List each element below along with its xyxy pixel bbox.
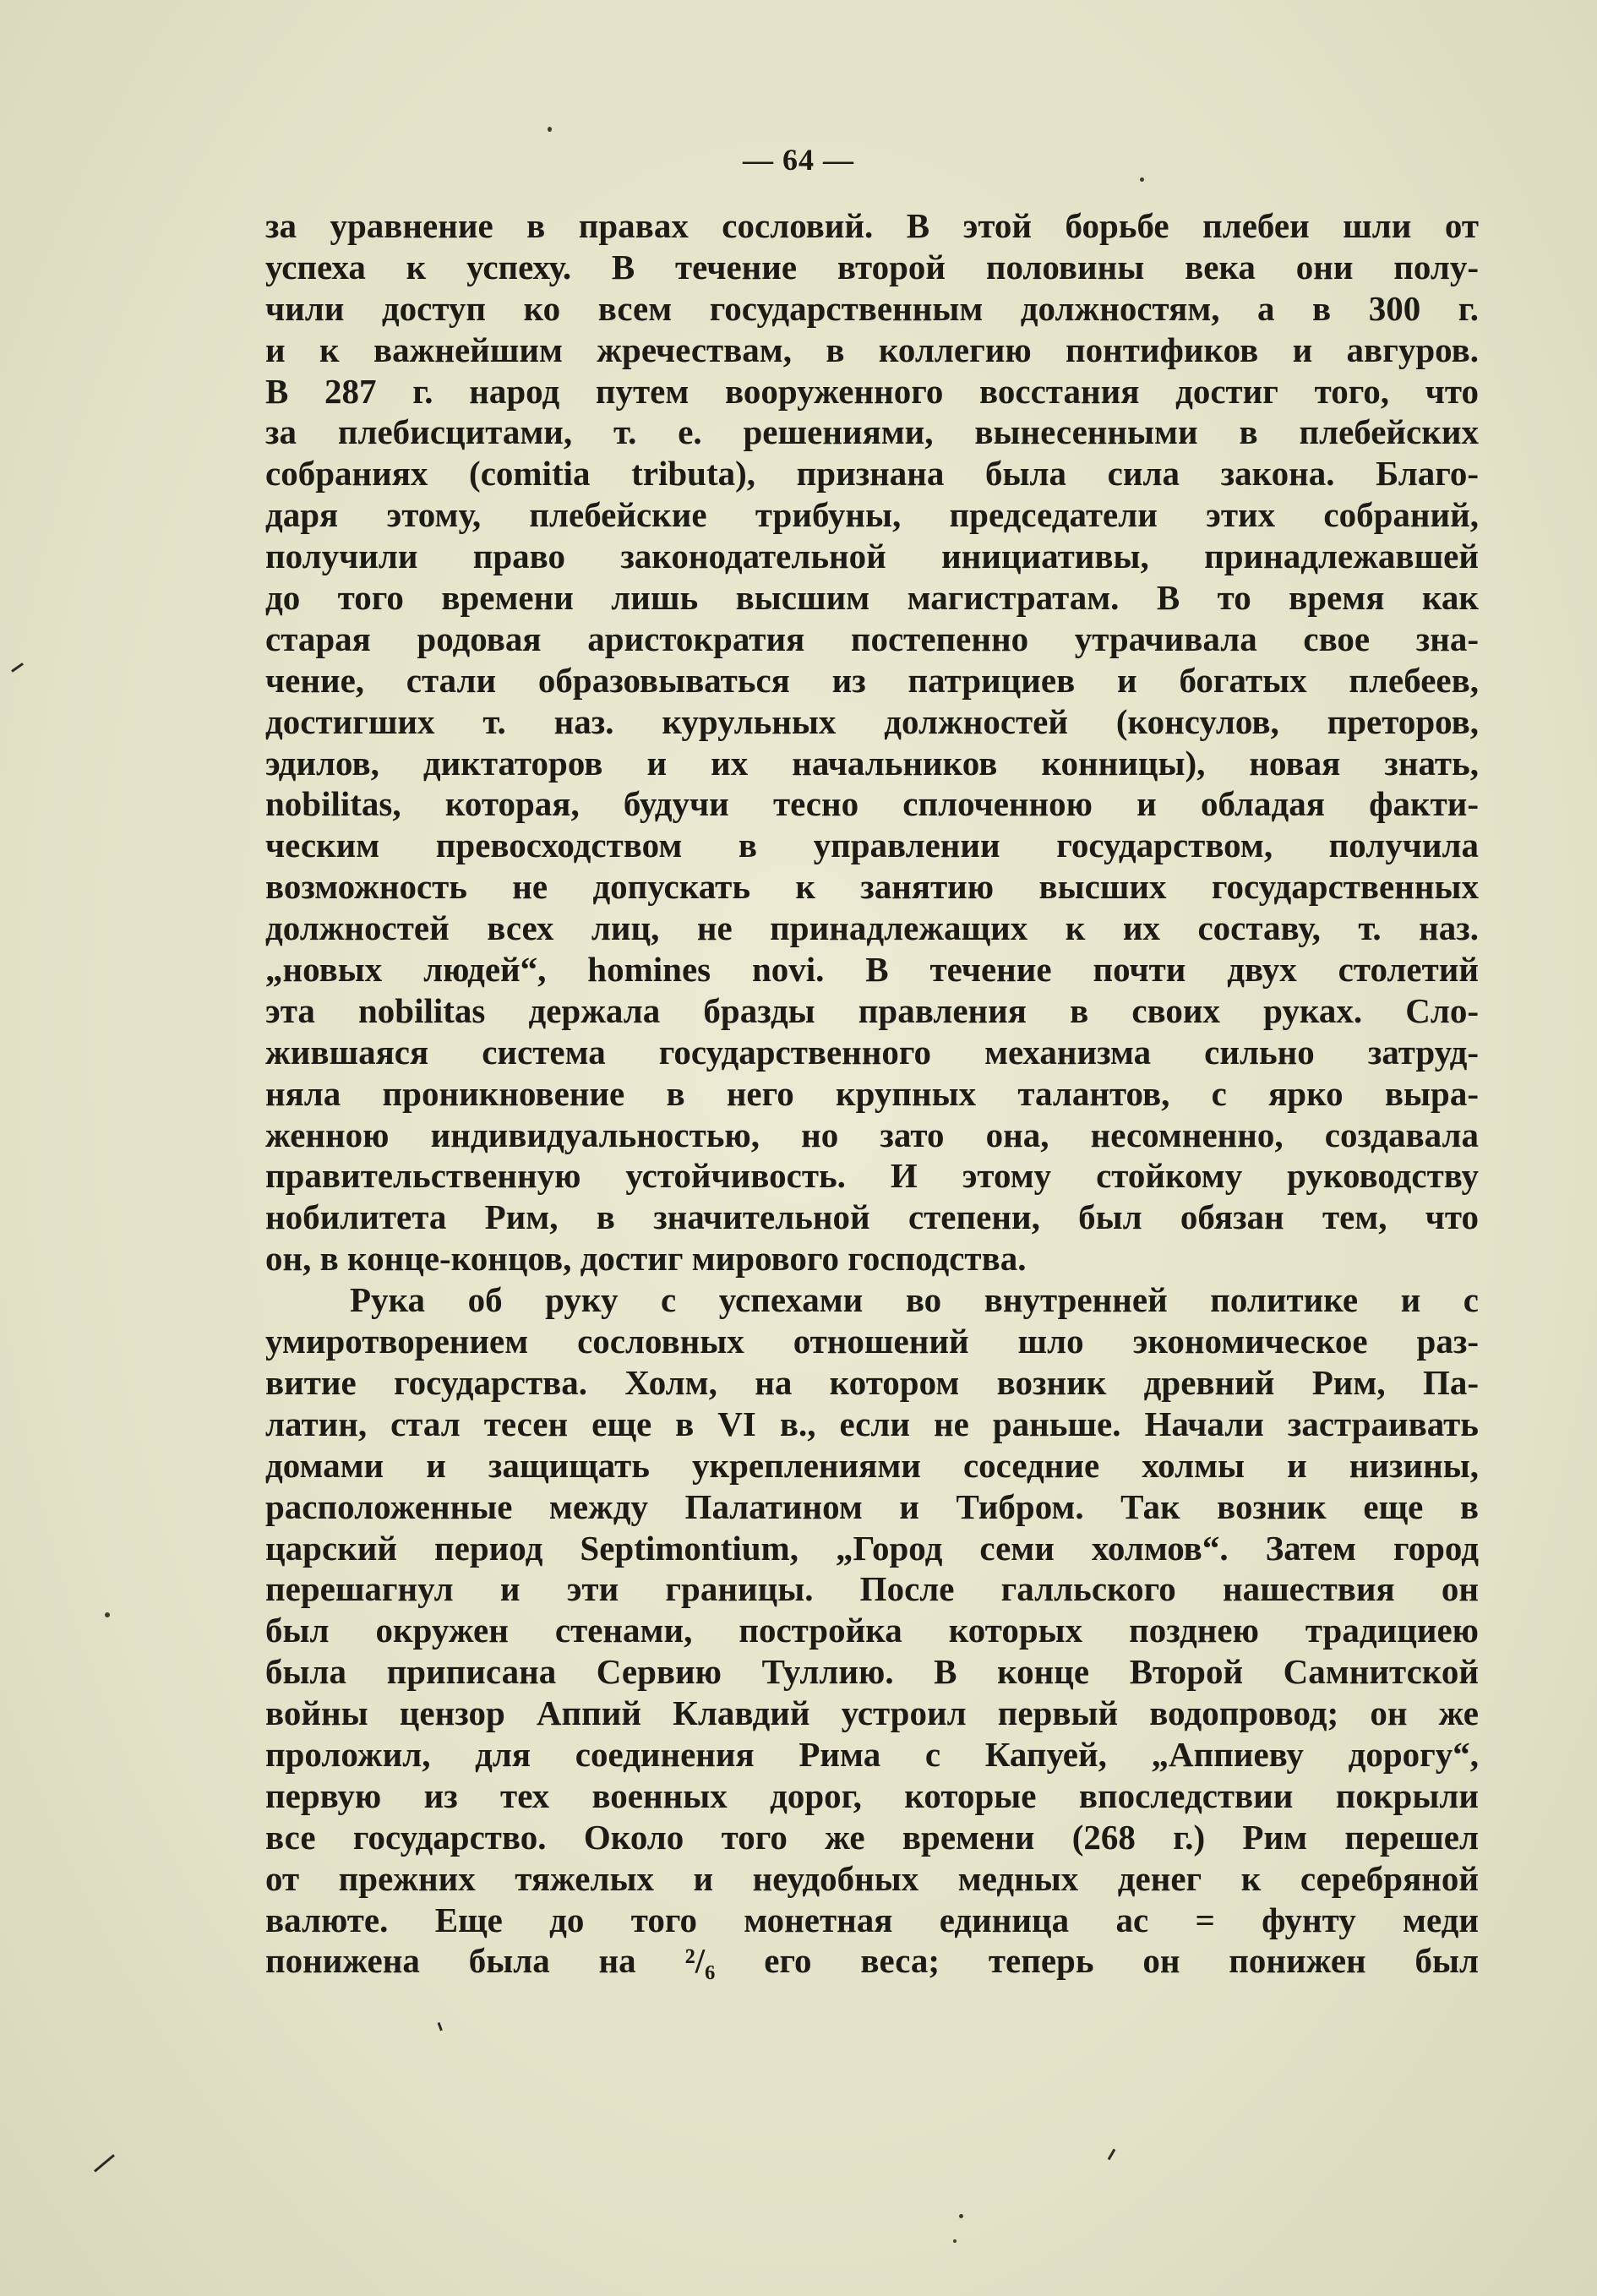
text-line: все государство. Около того же времени (268 г.) Рим перешел xyxy=(265,1817,1479,1857)
text-line: чение, стали образовываться из патрициев и богатых плебеев, xyxy=(265,660,1479,700)
text-line: В 287 г. народ путем вооруженного восстания достиг того, что xyxy=(265,371,1479,411)
text-line: ческим превосходством в управлении государством, получила xyxy=(265,826,1479,865)
page-number: — 64 — xyxy=(743,143,854,177)
text-line: проложил, для соединения Рима с Капуей, „Аппиеву дорогу“, xyxy=(265,1734,1479,1774)
text-line: первую из тех военных дорог, которые впоследствии покрыли xyxy=(265,1775,1479,1815)
paper-speck xyxy=(105,1612,110,1617)
text-line: от прежних тяжелых и неудобных медных денег к серебряной xyxy=(265,1858,1479,1898)
text-line: успеха к успеху. В течение второй половины века они полу- xyxy=(265,247,1479,286)
text-line: умиротворением сословных отношений шло экономическое раз- xyxy=(265,1322,1479,1361)
text-line: „новых людей“, homines novi. В течение почти двух столетий xyxy=(265,950,1479,990)
paper-speck xyxy=(959,2214,963,2218)
text-line: nobilitas, которая, будучи тесно сплоченною и обладая факти- xyxy=(265,784,1479,824)
paper-scratch xyxy=(1108,2149,1116,2161)
body-text xyxy=(265,205,1479,1982)
text-line: старая родовая аристократия постепенно утрачивала свое зна- xyxy=(265,619,1479,658)
text-line: была приписана Сервию Туллию. В конце Второй Самнитской xyxy=(265,1652,1479,1692)
text-line: чили доступ ко всем государственным должностям, а в 300 г. xyxy=(265,288,1479,328)
text-line: латин, стал тесен еще в VI в., если не раньше. Начали застраивать xyxy=(265,1404,1479,1443)
paragraph xyxy=(265,1279,1479,1982)
paper-scratch xyxy=(438,2022,443,2031)
text-line: расположенные между Палатином и Тибром. Так возник еще в xyxy=(265,1486,1479,1526)
text-line: женною индивидуальностью, но зато она, несомненно, создавала xyxy=(265,1115,1479,1154)
paper-speck xyxy=(1140,177,1144,182)
text-line: был окружен стенами, постройка которых позднею традициею xyxy=(265,1611,1479,1650)
paper-scratch xyxy=(94,2154,115,2173)
text-line: достигших т. наз. курульных должностей (консулов, преторов, xyxy=(265,701,1479,741)
paper-scratch xyxy=(11,663,24,673)
text-line: витие государства. Холм, на котором возник древний Рим, Па- xyxy=(265,1362,1479,1402)
text-line: няла проникновение в него крупных талантов, с ярко выра- xyxy=(265,1073,1479,1113)
text-line: должностей всех лиц, не принадлежащих к их составу, т. наз. xyxy=(265,908,1479,948)
text-line: правительственную устойчивость. И этому стойкому руководству xyxy=(265,1156,1479,1196)
text-line: эдилов, диктаторов и их начальников конницы), новая знать, xyxy=(265,743,1479,783)
text-line: до того времени лишь высшим магистратам. В то время как xyxy=(265,578,1479,618)
text-line: валюте. Еще до того монетная единица ас = фунту меди xyxy=(265,1900,1479,1939)
text-line: понижена была на ²/₆ его веса; теперь он понижен был xyxy=(265,1941,1479,1981)
text-line: нобилитета Рим, в значительной степени, был обязан тем, что xyxy=(265,1197,1479,1237)
paper-speck xyxy=(548,127,552,132)
text-line: за уравнение в правах сословий. В этой борьбе плебеи шли от xyxy=(265,206,1479,245)
text-line: домами и защищать укреплениями соседние холмы и низины, xyxy=(265,1445,1479,1485)
text-line: получили право законодательной инициативы, принадлежавшей xyxy=(265,537,1479,576)
paragraph xyxy=(265,205,1479,1279)
text-line: Рука об руку с успехами во внутренней политике и с xyxy=(350,1280,1479,1320)
text-line: он, в конце-концов, достиг мирового господства. xyxy=(265,1239,1027,1279)
text-line: возможность не допускать к занятию высших государственных xyxy=(265,867,1479,907)
text-line: царский период Septimontium, „Город семи холмов“. Затем город xyxy=(265,1528,1479,1568)
text-line: перешагнул и эти границы. После галльского нашествия он xyxy=(265,1569,1479,1609)
paper-speck xyxy=(953,2239,957,2243)
text-line: собраниях (comitia tributa), признана была сила закона. Благо- xyxy=(265,454,1479,494)
text-line: эта nobilitas держала бразды правления в своих руках. Сло- xyxy=(265,990,1479,1030)
text-line: жившаяся система государственного механизма сильно затруд- xyxy=(265,1032,1479,1072)
text-line: за плебисцитами, т. е. решениями, вынесенными в плебейских xyxy=(265,412,1479,452)
text-line: и к важнейшим жречествам, в коллегию понтификов и авгуров. xyxy=(265,330,1479,369)
text-line: войны цензор Аппий Клавдий устроил первый водопровод; он же xyxy=(265,1693,1479,1733)
text-line: даря этому, плебейские трибуны, председатели этих собраний, xyxy=(265,495,1479,535)
